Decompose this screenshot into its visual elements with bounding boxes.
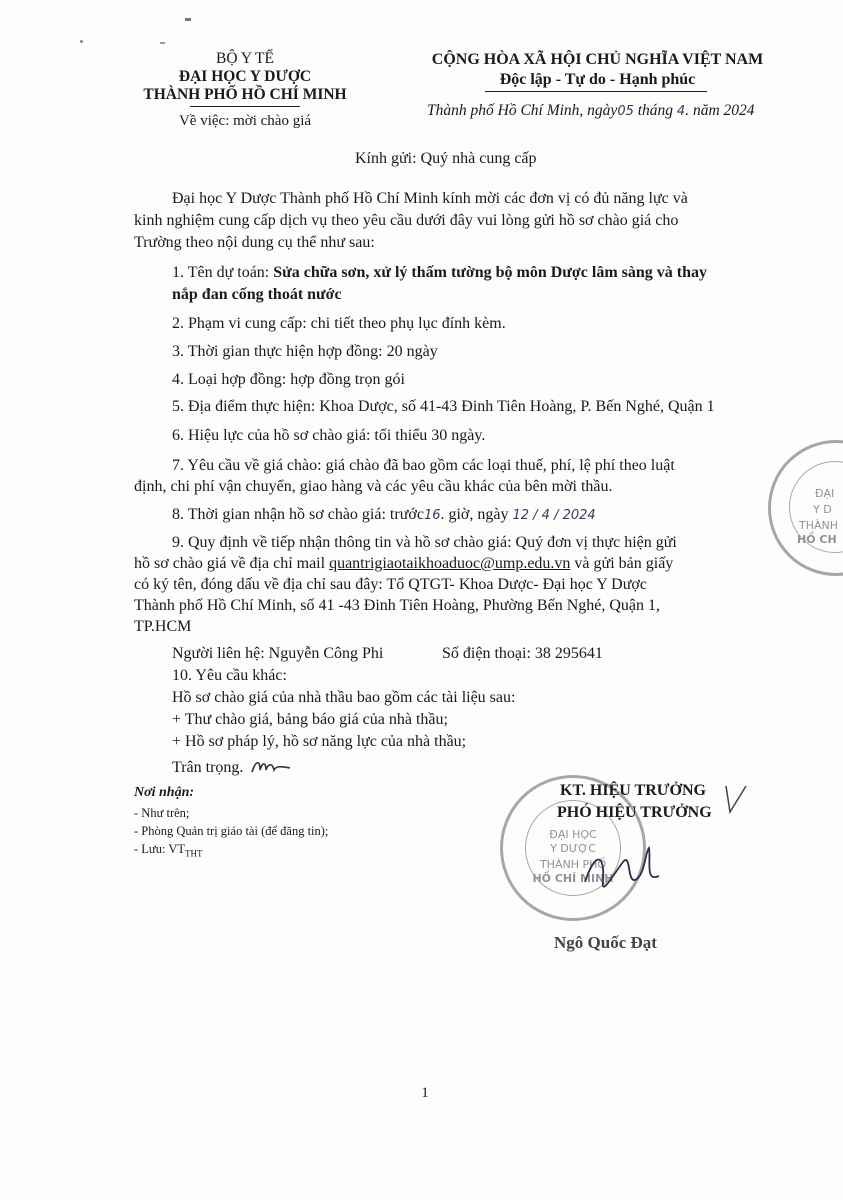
- national-motto: Độc lập - Tự do - Hạnh phúc: [499, 71, 696, 88]
- month-label: tháng: [637, 102, 674, 119]
- intro-line-3: Trường theo nội dung cụ thể như sau:: [134, 234, 375, 251]
- item-4: 4. Loại hợp đồng: hợp đồng trọn gói: [172, 371, 405, 388]
- deadline-hour: 16: [423, 508, 441, 523]
- scan-mark: [185, 18, 191, 21]
- date-month: 4: [676, 104, 686, 119]
- item-10-docs: Hồ sơ chào giá của nhà thầu bao gồm các tài liệu sau:: [172, 689, 516, 706]
- item-8: 8. Thời gian nhận hồ sơ chào giá: trước16. giờ, ngày 12 / 4 / 2024: [172, 506, 596, 523]
- contact-phone: Số điện thoại: 38 295641: [442, 645, 603, 662]
- seal-text-4: HỒ CHÍ MINH: [532, 872, 614, 885]
- item-9-line-2-b: và gửi bản giấy: [570, 555, 674, 572]
- edge-seal-text-3: THÀNH: [799, 519, 839, 532]
- seal-text-1: ĐẠI HỌC: [549, 828, 597, 841]
- recipient-3-sub: THT: [184, 848, 203, 859]
- subject-line: Về việc: mời chào giá: [178, 113, 312, 129]
- item-3: 3. Thời gian thực hiện hợp đồng: 20 ngày: [172, 343, 438, 360]
- header-left-divider: [190, 106, 300, 107]
- project-name: Sửa chữa sơn, xử lý thấm tường bộ môn Dược lâm sàng và thay: [273, 264, 707, 281]
- recipient-2: - Phòng Quản trị giáo tài (để đăng tin);: [134, 824, 329, 838]
- date-day: 05: [617, 104, 634, 119]
- recipient-3-prefix: - Lưu: VT: [134, 842, 185, 856]
- item-5: 5. Địa điểm thực hiện: Khoa Dược, số 41-43 Đinh Tiên Hoàng, P. Bến Nghé, Quận 1: [172, 398, 715, 415]
- item-9-line-2: [134, 553, 673, 575]
- item-9-line-1: 9. Quy định về tiếp nhận thông tin và hồ sơ chào giá: Quý đơn vị thực hiện gửi: [172, 534, 677, 551]
- signature-title-2: PHÓ HIỆU TRƯỞNG: [557, 804, 712, 821]
- ministry-name: BỘ Y TẾ: [216, 50, 274, 67]
- edge-seal-text-1: ĐẠI: [815, 487, 835, 500]
- item-10-a: + Thư chào giá, bảng báo giá của nhà thầu;: [172, 711, 448, 728]
- edge-seal-text-4: HỒ CH: [797, 533, 837, 546]
- item-8-mid: giờ, ngày: [448, 506, 509, 523]
- item-9-line-3: có ký tên, đóng dấu về địa chỉ sau đây: Tổ QTGT- Khoa Dược- Đại học Y Dược: [134, 576, 647, 593]
- place-date-prefix: Thành phố Hồ Chí Minh, ngày: [427, 102, 618, 119]
- item-10-b: + Hồ sơ pháp lý, hồ sơ năng lực của nhà thầu;: [172, 733, 467, 750]
- closing: Trân trọng.: [172, 759, 244, 776]
- edge-seal: [768, 440, 843, 576]
- scan-mark: [160, 42, 165, 44]
- intro-line-2: kinh nghiệm cung cấp dịch vụ theo yêu cầu dưới đây vui lòng gửi hồ sơ chào giá cho: [134, 212, 679, 229]
- item-7-line-1: 7. Yêu cầu về giá chào: giá chào đã bao gồm các loại thuế, phí, lệ phí theo luật: [172, 457, 675, 474]
- item-9-line-2-a: hồ sơ chào giá về địa chỉ mail: [134, 555, 330, 572]
- recipients-title: Nơi nhận:: [134, 785, 195, 800]
- email-link[interactable]: quantrigiaotaikhoaduoc@ump.edu.vn: [329, 555, 571, 572]
- handwritten-signature: [575, 842, 665, 902]
- deadline-date: 12 / 4 / 2024: [512, 508, 596, 523]
- recipient-3: [134, 842, 202, 862]
- item-1-line-1: [172, 262, 707, 284]
- salutation: Kính gửi: Quý nhà cung cấp: [355, 150, 537, 167]
- item-7-line-2: định, chi phí vận chuyển, giao hàng và các yêu cầu khác của bên mời thầu.: [134, 478, 613, 495]
- approval-tick: [720, 782, 750, 822]
- contact-person: Người liên hệ: Nguyễn Công Phi: [172, 645, 384, 662]
- item-6: 6. Hiệu lực của hồ sơ chào giá: tối thiểu 30 ngày.: [172, 427, 486, 444]
- item-8-prefix: 8. Thời gian nhận hồ sơ chào giá: trước: [172, 506, 424, 523]
- country-name: CỘNG HÒA XÃ HỘI CHỦ NGHĨA VIỆT NAM: [431, 51, 764, 68]
- item-2: 2. Phạm vi cung cấp: chi tiết theo phụ lục đính kèm.: [172, 315, 506, 332]
- item-1-line-2: nắp đan cống thoát nước: [172, 286, 342, 303]
- item-9-line-5: TP.HCM: [134, 618, 192, 635]
- item-1-label: 1. Tên dự toán:: [172, 264, 274, 281]
- item-10: 10. Yêu cầu khác:: [172, 667, 287, 684]
- university-name-line2: THÀNH PHỐ HỒ CHÍ MINH: [143, 86, 347, 103]
- edge-seal-text-2: Y D: [813, 503, 832, 516]
- seal-text-2: Y DƯỢC: [550, 842, 596, 855]
- initials-scribble: [250, 756, 292, 778]
- place-date: Thành phố Hồ Chí Minh, ngày05 tháng 4. năm 2024: [427, 102, 755, 119]
- page-number: 1: [421, 1085, 429, 1101]
- year-label: năm 2024: [692, 102, 755, 119]
- item-9-line-4: Thành phố Hồ Chí Minh, số 41 -43 Đinh Tiên Hoàng, Phường Bến Nghé, Quận 1,: [134, 597, 661, 614]
- recipient-1: - Như trên;: [134, 806, 190, 820]
- signature-title-1: KT. HIỆU TRƯỞNG: [560, 782, 706, 799]
- university-name-line1: ĐẠI HỌC Y DƯỢC: [178, 68, 312, 85]
- seal-text-3: THÀNH PHỐ: [539, 858, 607, 871]
- signer-name: Ngô Quốc Đạt: [554, 933, 657, 952]
- header-right-divider: [485, 91, 707, 92]
- intro-line-1: Đại học Y Dược Thành phố Hồ Chí Minh kính mời các đơn vị có đủ năng lực và: [172, 190, 688, 207]
- scan-mark: [80, 40, 83, 43]
